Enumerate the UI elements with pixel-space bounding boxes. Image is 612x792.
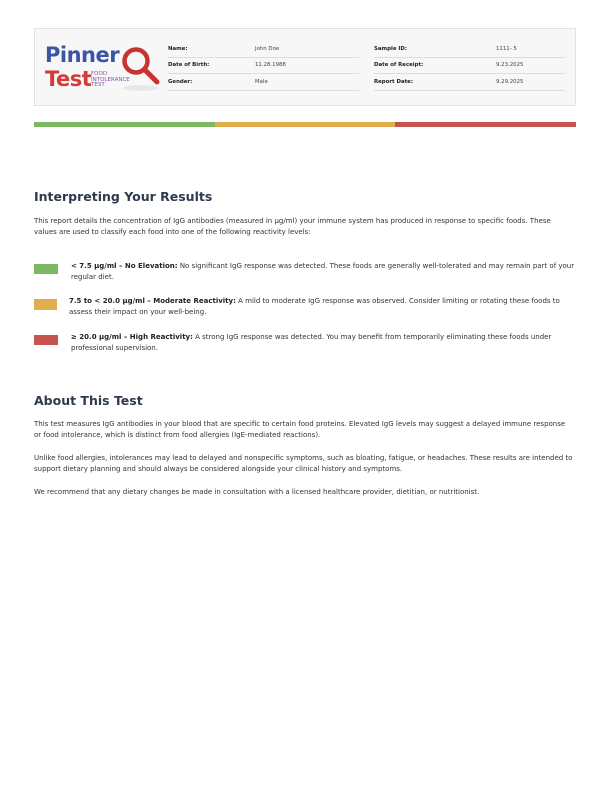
reactivity-color-bar: [34, 122, 576, 127]
bar-segment-red: [395, 122, 576, 127]
yellow-swatch: [34, 299, 57, 310]
about-paragraph-1: This test measures IgG antibodies in your blood that are specific to certain food proteins. Elevated IgG levels may suggest a delayed immune response or food intolerance, which is distinct from food allergies (IgE-mediated reactions).: [34, 420, 566, 440]
level-text: [69, 296, 574, 318]
info-row-name: [168, 41, 359, 58]
level-range: 7.5 to < 20.0 µg/ml – Moderate Reactivity:: [69, 297, 236, 305]
pinner-test-logo: [45, 43, 165, 95]
level-description: No significant IgG response was detected. These foods are generally well-tolerated and may remain part of your regular diet.: [71, 262, 575, 281]
info-row-receipt-date: [374, 58, 565, 75]
bar-segment-green: [34, 122, 215, 127]
info-label: Report Date:: [374, 78, 413, 85]
info-label: Date of Birth:: [168, 62, 210, 69]
level-description: A strong IgG response was detected. You may benefit from temporarily eliminating these foods under professional supervision.: [71, 333, 552, 352]
info-value: 11.28.1988: [255, 62, 286, 69]
info-row-gender: [168, 74, 359, 91]
info-row-report-date: [374, 74, 565, 91]
report-header: [34, 28, 576, 106]
info-value: 9.29.2025: [496, 78, 524, 85]
level-range: ≥ 20.0 µg/ml – High Reactivity:: [71, 333, 193, 341]
magnifying-glass-icon: [117, 44, 165, 92]
logo-brand-pinner: Pinner: [45, 43, 120, 67]
info-label: Sample ID:: [374, 45, 408, 52]
logo-subtitle-line: FOOD: [91, 71, 108, 77]
level-description: A mild to moderate IgG response was observed. Consider limiting or rotating these foods to assess their impact on your well-being.: [69, 297, 560, 316]
info-row-dob: [168, 58, 359, 75]
info-value: 1111- 5: [496, 45, 517, 52]
logo-brand-test: Test: [45, 67, 92, 91]
about-paragraph-2: Unlike food allergies, intolerances may lead to delayed and nonspecific symptoms, such as bloating, fatigue, or headaches. These results are intended to support dietary planning and should always be considered alongside your clinical history and symptoms.: [34, 454, 573, 474]
info-label: Date of Receipt:: [374, 62, 424, 69]
level-text: [71, 261, 576, 283]
sample-info: [374, 41, 565, 91]
info-value: 9.23.2025: [496, 62, 524, 69]
info-label: Gender:: [168, 78, 193, 85]
level-text: [71, 332, 576, 354]
logo-subtitle-line: TEST: [91, 82, 105, 89]
red-swatch: [34, 335, 58, 345]
level-range: < 7.5 µg/ml – No Elevation:: [71, 262, 178, 270]
info-value: John Doe: [255, 45, 280, 52]
info-row-sample-id: [374, 41, 565, 58]
logo-subtitle-line: INTOLERANCE: [91, 76, 130, 83]
interpreting-heading: Interpreting Your Results: [34, 189, 213, 204]
about-heading: About This Test: [34, 393, 143, 408]
info-label: Name:: [168, 45, 188, 52]
green-swatch: [34, 264, 58, 274]
bar-segment-yellow: [215, 122, 396, 127]
interpreting-intro: This report details the concentration of IgG antibodies (measured in µg/ml) your immune system has produced in response to specific foods. These values are used to classify each food into one of the following reactivity levels:: [34, 217, 551, 237]
info-value: Male: [255, 78, 268, 85]
about-paragraph-3: We recommend that any dietary changes be made in consultation with a licensed healthcare provider, dietitian, or nutritionist.: [34, 488, 480, 496]
patient-info: [168, 41, 359, 91]
